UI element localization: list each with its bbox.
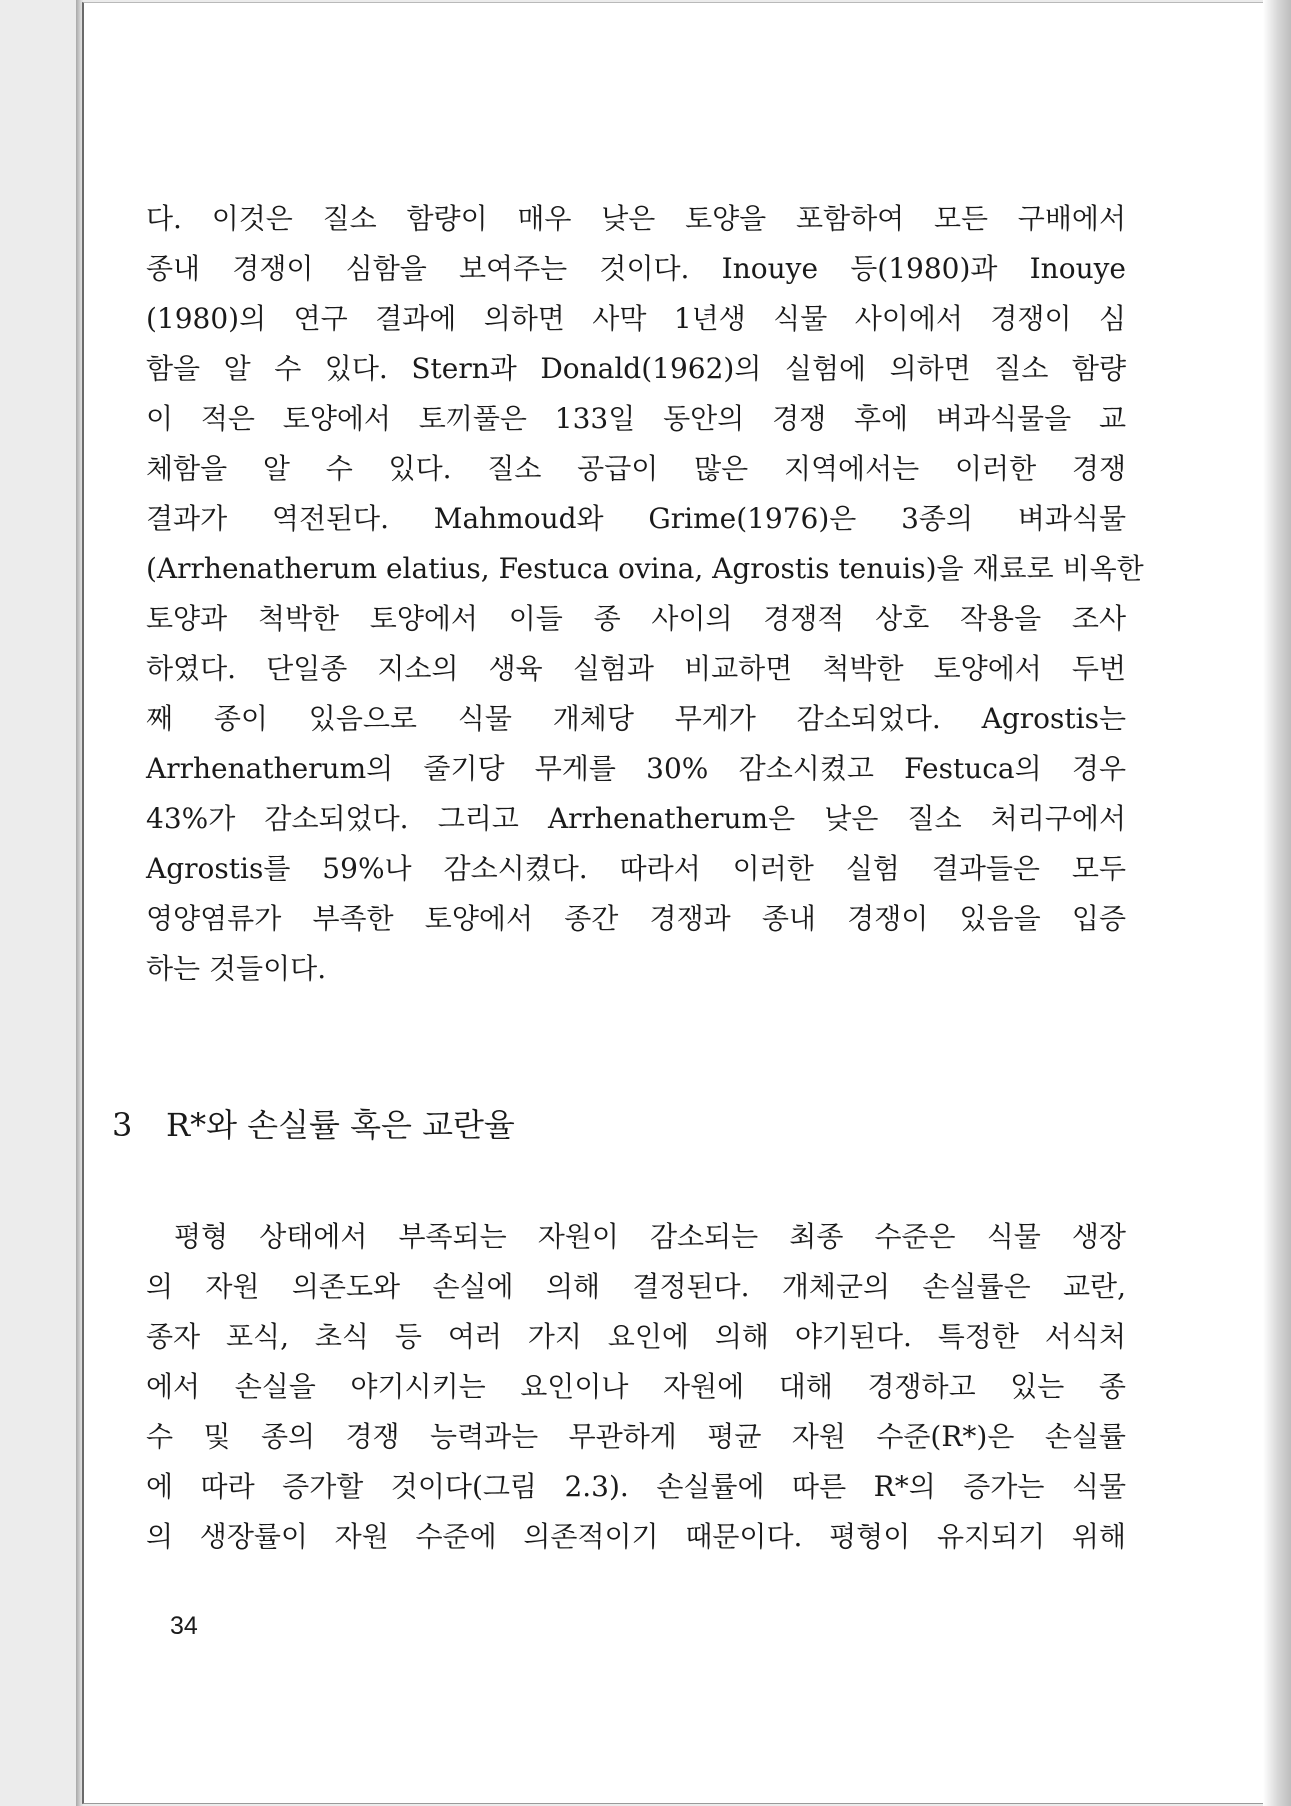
text-line: 종내 경쟁이 심함을 보여주는 것이다. Inouye 등(1980)과 Inouye — [146, 252, 1126, 285]
paragraph-2-text — [146, 1212, 1126, 1562]
section-title: R*와 손실률 혹은 교란율 — [166, 1106, 515, 1144]
text-line: 평형 상태에서 부족되는 자원이 감소되는 최종 수준은 식물 생장 — [174, 1220, 1126, 1253]
text-line: 째 종이 있음으로 식물 개체당 무게가 감소되었다. Agrostis는 — [146, 702, 1126, 735]
text-line: (Arrhenatherum elatius, Festuca ovina, Agrostis tenuis)을 재료로 비옥한 — [146, 552, 1144, 585]
paragraph-1 — [146, 194, 1144, 994]
section-number: 3 — [112, 1106, 133, 1144]
text-line: 수 및 종의 경쟁 능력과는 무관하게 평균 자원 수준(R*)은 손실률 — [146, 1420, 1126, 1453]
text-line: Agrostis를 59%나 감소시켰다. 따라서 이러한 실험 결과들은 모두 — [146, 852, 1126, 885]
text-line: 하였다. 단일종 지소의 생육 실험과 비교하면 척박한 토양에서 두번 — [146, 652, 1126, 685]
text-line: 영양염류가 부족한 토양에서 종간 경쟁과 종내 경쟁이 있음을 입증 — [146, 902, 1126, 935]
paragraph-1-text — [146, 194, 1144, 994]
text-line: 에 따라 증가할 것이다(그림 2.3). 손실률에 따른 R*의 증가는 식물 — [146, 1470, 1126, 1503]
text-line: 이 적은 토양에서 토끼풀은 133일 동안의 경쟁 후에 벼과식물을 교 — [146, 402, 1126, 435]
text-line: 다. 이것은 질소 함량이 매우 낮은 토양을 포함하여 모든 구배에서 — [146, 202, 1126, 235]
page-right-edge-shadow — [1263, 0, 1291, 1806]
text-line: Arrhenatherum의 줄기당 무게를 30% 감소시켰고 Festuca의 경우 — [146, 752, 1126, 785]
page-number: 34 — [170, 1612, 198, 1640]
text-line: 체함을 알 수 있다. 질소 공급이 많은 지역에서는 이러한 경쟁 — [146, 452, 1126, 485]
text-line: 종자 포식, 초식 등 여러 가지 요인에 의해 야기된다. 특정한 서식처 — [146, 1320, 1126, 1353]
text-line: 43%가 감소되었다. 그리고 Arrhenatherum은 낮은 질소 처리구에서 — [146, 802, 1126, 835]
text-line: 에서 손실을 야기시키는 요인이나 자원에 대해 경쟁하고 있는 종 — [146, 1370, 1126, 1403]
text-line: 하는 것들이다. — [146, 952, 327, 985]
text-line: 토양과 척박한 토양에서 이들 종 사이의 경쟁적 상호 작용을 조사 — [146, 602, 1126, 635]
text-line: (1980)의 연구 결과에 의하면 사막 1년생 식물 사이에서 경쟁이 심 — [146, 302, 1126, 335]
section-heading — [112, 1100, 515, 1146]
text-line: 함을 알 수 있다. Stern과 Donald(1962)의 실험에 의하면 질소 함량 — [146, 352, 1126, 385]
text-line: 의 자원 의존도와 손실에 의해 결정된다. 개체군의 손실률은 교란, — [146, 1270, 1126, 1303]
text-line: 결과가 역전된다. Mahmoud와 Grime(1976)은 3종의 벼과식물 — [146, 502, 1126, 535]
text-line: 의 생장률이 자원 수준에 의존적이기 때문이다. 평형이 유지되기 위해 — [146, 1520, 1126, 1553]
paragraph-2 — [146, 1212, 1126, 1562]
